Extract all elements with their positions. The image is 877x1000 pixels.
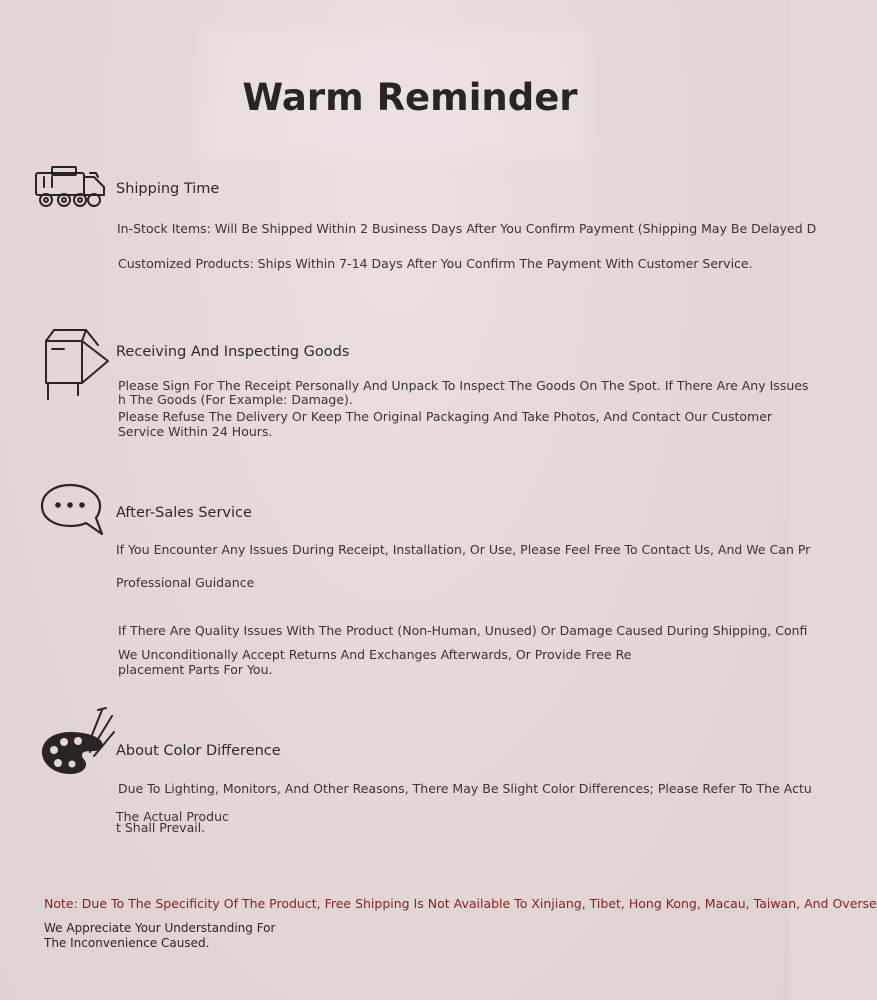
- aftersales-contact-text: If You Encounter Any Issues During Receipt, Installation, Or Use, Please Feel Free To Contact Us, And We Can Pr: [116, 542, 811, 557]
- section-heading-shipping: Shipping Time: [116, 181, 220, 197]
- truck-icon: [34, 163, 118, 211]
- shipping-in-stock-text: In-Stock Items: Will Be Shipped Within 2 Business Days After You Confirm Payment (Shipping May Be Delayed D: [117, 221, 817, 236]
- color-prevail-text-line2: t Shall Prevail.: [116, 820, 206, 835]
- receiving-refuse-text-line2: Service Within 24 Hours.: [118, 424, 273, 439]
- aftersales-quality-text: If There Are Quality Issues With The Product (Non-Human, Unused) Or Damage Caused During Shipping, Confi: [118, 623, 808, 638]
- section-heading-aftersales: After-Sales Service: [116, 505, 252, 521]
- aftersales-guidance-text: Professional Guidance: [116, 575, 255, 590]
- section-heading-receiving: Receiving And Inspecting Goods: [116, 344, 350, 360]
- receiving-inspect-text-line1: Please Sign For The Receipt Personally And Unpack To Inspect The Goods On The Spot. If There Are Any Issues: [118, 378, 809, 393]
- shipping-restriction-note: Note: Due To The Specificity Of The Product, Free Shipping Is Not Available To Xinjiang, Tibet, Hong Kong, Macau, Taiwan, And Overse: [44, 896, 877, 911]
- shipping-customized-text: Customized Products: Ships Within 7-14 Days After You Confirm The Payment With Customer Service.: [118, 256, 753, 271]
- receiving-refuse-text-line1: Please Refuse The Delivery Or Keep The Original Packaging And Take Photos, And Contact Our Customer: [118, 409, 773, 424]
- appreciation-note-line1: We Appreciate Your Understanding For: [44, 921, 276, 935]
- box-icon: [40, 327, 114, 405]
- aftersales-returns-text-line1: We Unconditionally Accept Returns And Exchanges Afterwards, Or Provide Free Re: [118, 647, 632, 662]
- page-title: Warm Reminder: [242, 76, 578, 119]
- aftersales-returns-text-line2: placement Parts For You.: [118, 662, 273, 677]
- speech-bubble-icon: [40, 482, 106, 538]
- section-heading-color: About Color Difference: [116, 743, 281, 759]
- appreciation-note: [44, 921, 275, 950]
- receiving-inspect-text-line2: h The Goods (For Example: Damage).: [118, 392, 353, 407]
- palette-icon: [40, 706, 116, 778]
- color-prevail-text-line1: The Actual Produc: [116, 809, 229, 824]
- appreciation-note-line2: The Inconvenience Caused.: [44, 935, 210, 950]
- color-difference-text: Due To Lighting, Monitors, And Other Reasons, There May Be Slight Color Differences; Please Refer To The Actu: [118, 781, 812, 796]
